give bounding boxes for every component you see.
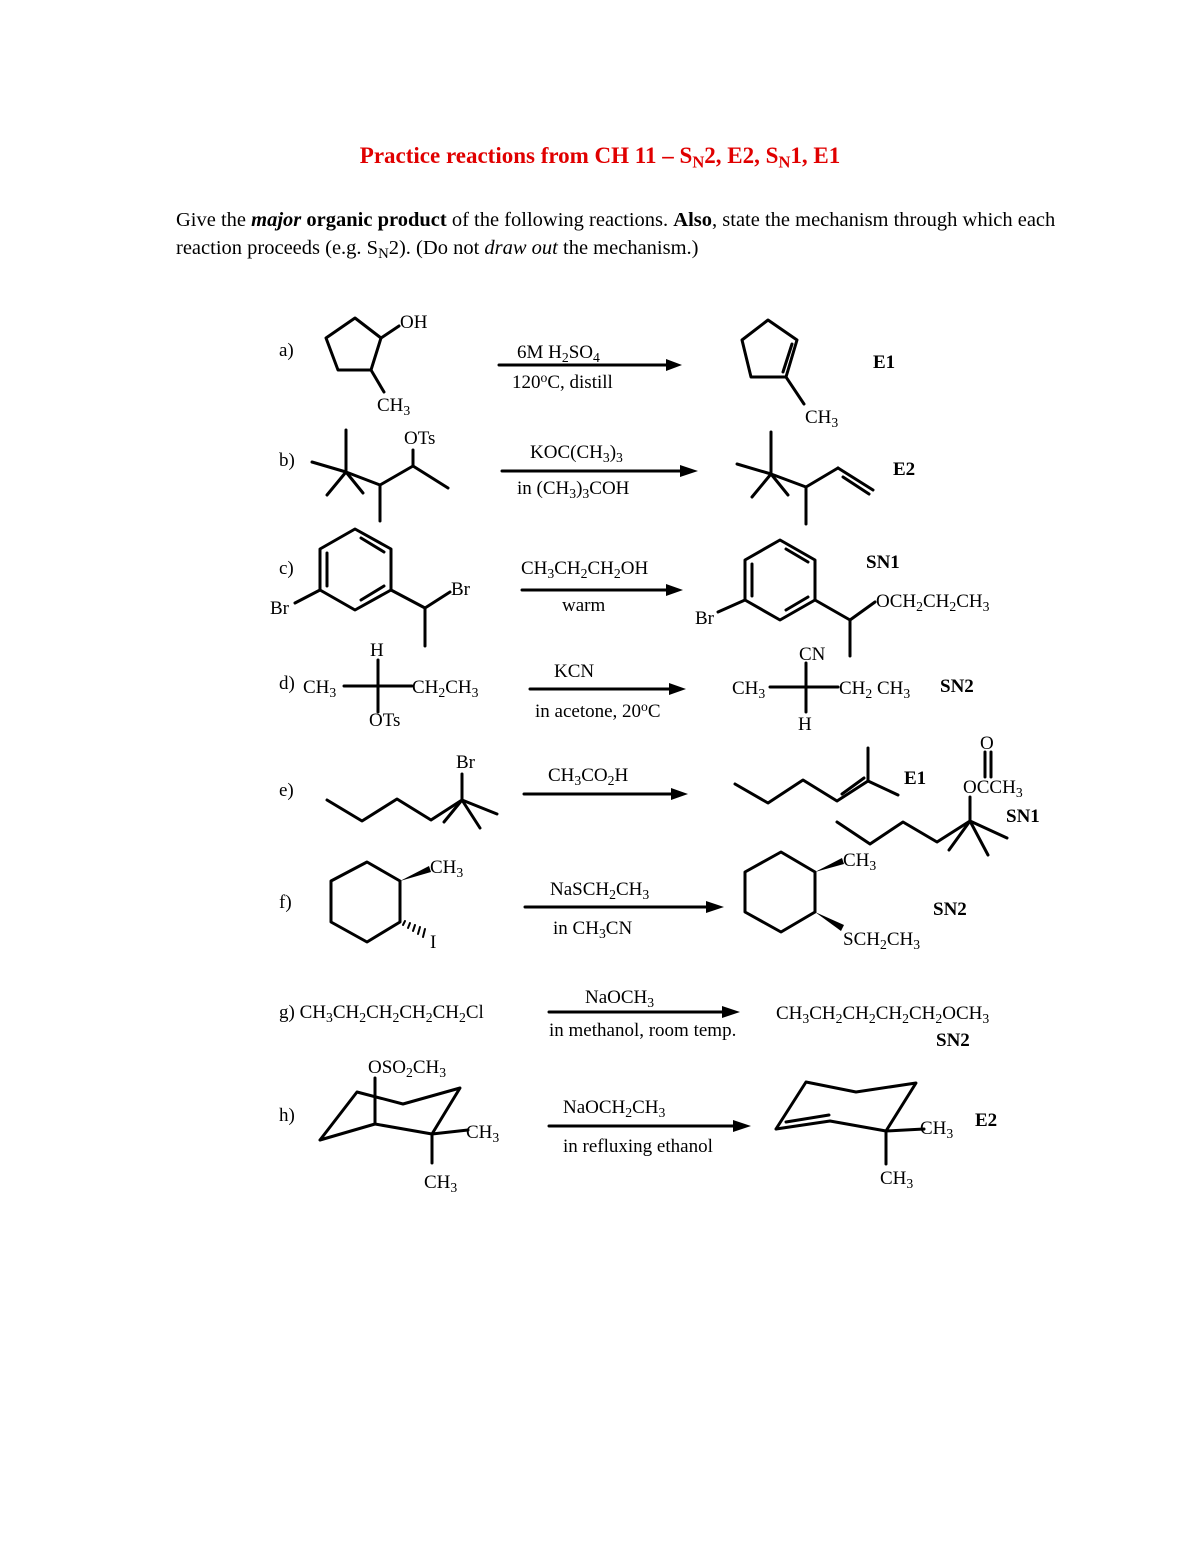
reagent-f-top: $NaSCH_2CH_3$ (550, 879, 650, 902)
arrowhead-f (706, 901, 724, 913)
arrowhead-d (669, 683, 686, 695)
acetate-label: $OCCH_3$ (963, 777, 1023, 800)
reagent-f-bottom: in $CH_3CN$ (553, 918, 633, 941)
structure-c-start (295, 529, 450, 646)
structure-a-start (326, 318, 399, 392)
reagent-b-bottom: in $(CH_3)_3COH$ (517, 478, 630, 501)
ch3-label: $CH_3$ (424, 1172, 458, 1195)
ots-label: OTs (404, 428, 436, 449)
ch3-label: $CH_3$ (920, 1118, 954, 1141)
reaction-label-e: e) (279, 780, 294, 801)
propoxy-label: $OCH_2CH_2CH_3$ (876, 591, 990, 614)
reaction-label-f: f) (279, 892, 292, 913)
arrowhead-g (722, 1006, 740, 1018)
reaction-label-h: h) (279, 1105, 295, 1126)
reaction-label-a: a) (279, 340, 294, 361)
page-title: Practice reactions from CH $11 - S_N2$, E2, $S_N1$, E1 (359, 143, 841, 172)
mesylate-label: $OSO_2CH_3$ (368, 1057, 447, 1080)
br-label: Br (451, 579, 470, 600)
mechanism-f: SN2 (933, 899, 967, 920)
cn-label: CN (799, 644, 826, 665)
structure-h-start (320, 1078, 468, 1163)
mechanism-h: E2 (975, 1110, 998, 1131)
mechanism-c: SN1 (866, 552, 900, 573)
mechanism-e2: SN1 (1006, 806, 1040, 827)
carbonyl-o-label: O (980, 733, 994, 754)
arrowhead-a (666, 359, 682, 371)
structure-f-product (745, 852, 844, 932)
reagent-h-top: $NaOCH_2CH_3$ (563, 1097, 666, 1120)
iodo-label: I (430, 932, 437, 953)
ethylthio-label: $SCH_2CH_3$ (843, 929, 921, 952)
structure-c-product (718, 540, 875, 656)
reagent-d-bottom: in acetone, 20$^o$C (535, 698, 661, 722)
mechanism-d: SN2 (940, 676, 974, 697)
ch3-label: $CH_3$ (466, 1122, 500, 1145)
reaction-label-g: g) $CH_3CH_2CH_2CH_2CH_2Cl$ (279, 1002, 484, 1025)
br-label: Br (270, 598, 289, 619)
arrowhead-h (733, 1120, 751, 1132)
h-label: H (370, 640, 384, 661)
mechanism-b: E2 (893, 459, 916, 480)
arrowhead-e (671, 788, 688, 800)
structure-f-start (331, 862, 431, 942)
ots-label: OTs (369, 710, 401, 731)
reagent-c-top: $CH_3CH_2CH_2OH$ (521, 558, 649, 581)
ch3-label: $CH_3$ (805, 407, 839, 430)
structure-d-product (770, 663, 838, 712)
structure-d-start (344, 660, 412, 712)
mechanism-e: E1 (904, 768, 927, 789)
ch3-label: $CH_3$ (732, 678, 766, 701)
reagent-a-bottom: 120$^o$C, distill (512, 369, 613, 393)
ch3-label: $CH_3$ (303, 677, 337, 700)
reagent-g-top: NaOCH$_3$ (585, 987, 655, 1010)
br-label: Br (695, 608, 714, 629)
structure-h-product (776, 1082, 924, 1164)
ch3-label: $CH_3$ (880, 1168, 914, 1191)
structure-e-start (327, 774, 497, 828)
mechanism-g: SN2 (936, 1030, 970, 1051)
reaction-label-b: b) (279, 450, 295, 471)
reagent-g-bottom: in methanol, room temp. (549, 1020, 737, 1041)
arrowhead-c (666, 584, 683, 596)
h-label: H (798, 714, 812, 735)
structure-e-product-alkene (735, 748, 898, 803)
arrowhead-b (680, 465, 698, 477)
structure-b-product (737, 432, 873, 524)
structure-a-product (742, 320, 804, 404)
mechanism-a: E1 (873, 352, 896, 373)
reagent-a-top: 6M $H_2SO_4$ (517, 342, 600, 365)
br-label: Br (456, 752, 475, 773)
oh-label: OH (400, 312, 428, 333)
ethyl-label: $CH_2CH_3$ (412, 677, 479, 700)
ethyl-label: $CH_2$ $CH_3$ (839, 678, 911, 701)
reaction-label-d: d) (279, 673, 295, 694)
ch3-label: $CH_3$ (843, 850, 877, 873)
ch3-label: $CH_3$ (377, 395, 411, 418)
instructions: Give the major organic product of the following reactions. Also, state the mechanism through which each reaction proceeds (e.g. $S_N2$). (Do not draw out the mechanism.) (176, 209, 1056, 263)
ch3-label: $CH_3$ (430, 857, 464, 880)
reagent-d-top: KCN (554, 661, 595, 682)
reagent-c-bottom: warm (562, 595, 606, 616)
reagent-e-top: $CH_3CO_2H$ (548, 765, 629, 788)
product-g: $CH_3CH_2CH_2CH_2CH_2OCH_3$ (776, 1003, 990, 1026)
reagent-b-top: $KOC(CH_3)_3$ (530, 442, 623, 465)
reagent-h-bottom: in refluxing ethanol (563, 1136, 713, 1157)
reaction-label-c: c) (279, 558, 294, 579)
